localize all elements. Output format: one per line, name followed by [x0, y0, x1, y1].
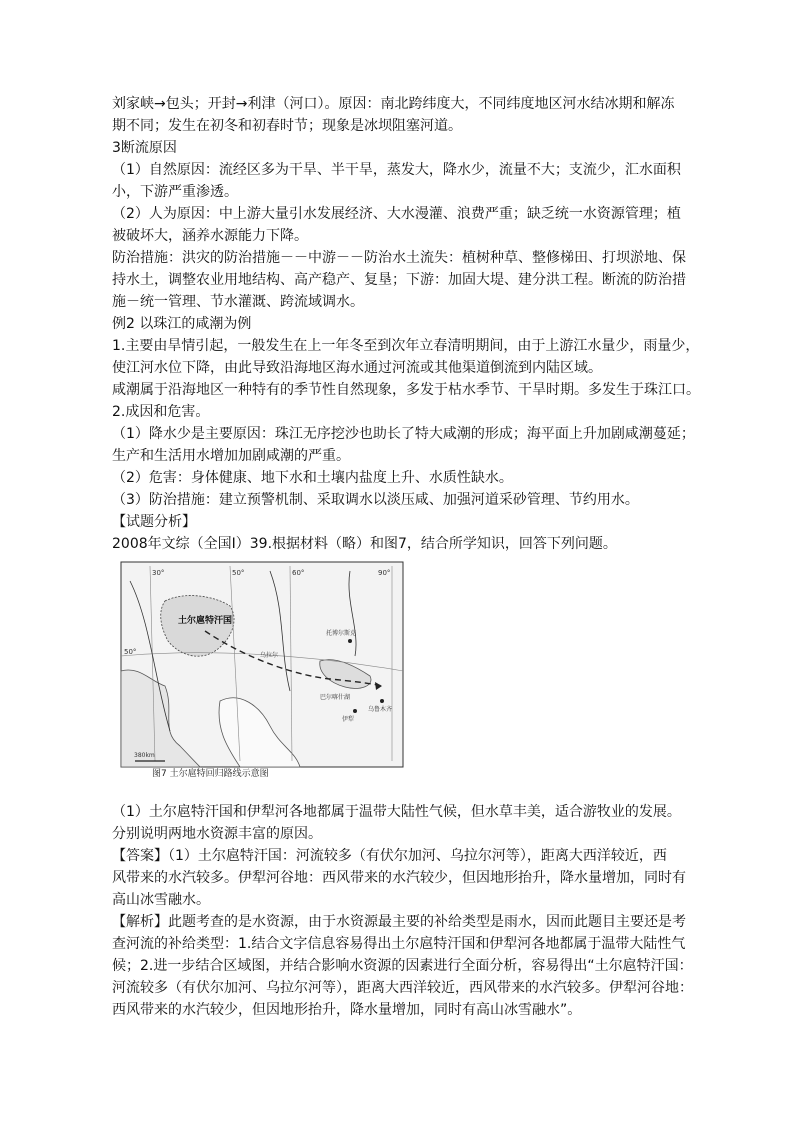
paragraph	[112, 489, 692, 511]
place-label: 乌鲁木齐	[368, 706, 393, 713]
place-label: 巴尔喀什湖	[320, 694, 351, 701]
section-heading	[112, 137, 692, 159]
text-line: 【答案】（1）土尔扈特汗国：河流较多（有伏尔加河、乌拉尔河等），距离大西洋较近，西	[112, 848, 667, 864]
text-line: 查河流的补给类型：1.结合文字信息容易得出土尔扈特汗国和伊犁河各地都属于温带大陆性气	[112, 936, 686, 952]
lon-label: 60°	[292, 569, 305, 577]
text-line: 咸潮属于沿海地区一种特有的季节性自然现象，多发于枯水季节、干旱时期。多发生于珠江口。	[112, 382, 700, 398]
text-line: 例2 以珠江的咸潮为例	[112, 316, 252, 332]
paragraph	[112, 423, 695, 467]
paragraph	[112, 335, 700, 379]
text-line: （1）自然原因：流经区多为干旱、半干旱，蒸发大，降水少，流量不大；支流少，汇水面积	[112, 162, 681, 178]
question	[112, 801, 692, 845]
question-intro	[112, 533, 692, 555]
paragraph	[112, 247, 692, 313]
lon-label: 90°	[378, 569, 391, 577]
text-line: 风带来的水汽较多。伊犁河谷地：西风带来的水汽较少，但因地形抬升，降水量增加，同时有	[112, 870, 686, 886]
paragraph	[112, 93, 692, 137]
text-line: 小，下游严重渗透。	[112, 184, 238, 200]
text-line: （1）土尔扈特汗国和伊犁河各地都属于温带大陆性气候，但水草丰美，适合游牧业的发展。	[112, 804, 681, 820]
answer	[112, 845, 692, 911]
tobolsk-city-icon	[348, 639, 352, 643]
text-line: 施－统一管理、节水灌溉、跨流域调水。	[112, 294, 364, 310]
text-line: 持水土，调整农业用地结构、高产稳产、复垦；下游：加固大堤、建分洪工程。断流的防治措	[112, 272, 686, 288]
text-line: （2）人为原因：中上游大量引水发展经济、大水漫灌、浪费严重；缺乏统一水资源管理；植	[112, 206, 681, 222]
urumqi-city-icon	[380, 699, 384, 703]
place-label: 伊犁	[342, 716, 355, 723]
ili-city-icon	[353, 709, 357, 713]
text-line: （2）危害：身体健康、地下水和土壤内盐度上升、水质性缺水。	[112, 470, 513, 486]
place-label: 乌拉尔	[260, 652, 279, 659]
analysis	[112, 911, 692, 1021]
lat-label: 50°	[124, 648, 137, 656]
paragraph	[112, 379, 700, 401]
text-line: 【解析】此题考查的是水资源，由于水资源最主要的补给类型是雨水，因而此题目主要还是考	[112, 914, 686, 930]
lon-label: 50°	[232, 569, 245, 577]
text-line: 生产和生活用水增加加剧咸潮的严重。	[112, 448, 350, 464]
text-line: 3断流原因	[112, 140, 177, 156]
place-label: 托博尔斯克	[326, 630, 357, 637]
text-line: 西风带来的水汽较少，但因地形抬升，降水量增加，同时有高山冰雪融水”。	[112, 1002, 582, 1018]
text-line: 刘家峡→包头；开封→利津（河口）。原因：南北跨纬度大，不同纬度地区河水结冰期和解冻	[112, 96, 675, 112]
figure-7	[112, 553, 406, 785]
analysis-heading	[112, 511, 692, 533]
paragraph	[112, 401, 692, 423]
figure-caption: 图7 土尔扈特回归路线示意图	[152, 769, 269, 779]
text-line: 防治措施：洪灾的防治措施－－中游－－防治水土流失：植树种草、整修梯田、打坝淤地、保	[112, 250, 686, 266]
paragraph	[112, 159, 692, 203]
text-line: 高山冰雪融水。	[112, 892, 210, 908]
text-line: 被破坏大，涵养水源能力下降。	[112, 228, 308, 244]
text-line: 【试题分析】	[112, 514, 196, 530]
text-line: 分别说明两地水资源丰富的原因。	[112, 826, 322, 842]
text-line: （1）降水少是主要原因：珠江无序挖沙也助长了特大咸潮的形成；海平面上升加剧咸潮蔓延；	[112, 426, 695, 442]
text-line: 2008年文综（全国Ⅰ）39.根据材料（略）和图7，结合所学知识，回答下列问题。	[112, 536, 617, 552]
text-line: 1.主要由旱情引起，一般发生在上一年冬至到次年立春清明期间，由于上游江水量少，雨量少，	[112, 338, 700, 354]
bottom-text-block	[112, 801, 692, 1021]
paragraph	[112, 467, 692, 489]
text-line: 使江河水位下降，由此导致沿海地区海水通过河流或其他渠道倒流到内陆区域。	[112, 360, 602, 376]
lon-label: 30°	[152, 569, 165, 577]
route-map	[120, 561, 404, 768]
scale-label: 380km	[134, 752, 155, 759]
text-line: （3）防治措施：建立预警机制、采取调水以淡压咸、加强河道采砂管理、节约用水。	[112, 492, 639, 508]
text-line: 期不同；发生在初冬和初春时节；现象是冰坝阻塞河道。	[112, 118, 462, 134]
country-label: 土尔扈特汗国	[178, 616, 233, 626]
top-text-block	[112, 93, 700, 555]
text-line: 2.成因和危害。	[112, 404, 210, 420]
example-heading	[112, 313, 692, 335]
text-line: 河流较多（有伏尔加河、乌拉尔河等），距离大西洋较近，西风带来的水汽较多。伊犁河谷地：	[112, 980, 693, 996]
text-line: 候；2.进一步结合区域图，并结合影响水资源的因素进行全面分析，容易得出“土尔扈特汗国：	[112, 958, 693, 974]
paragraph	[112, 203, 692, 247]
